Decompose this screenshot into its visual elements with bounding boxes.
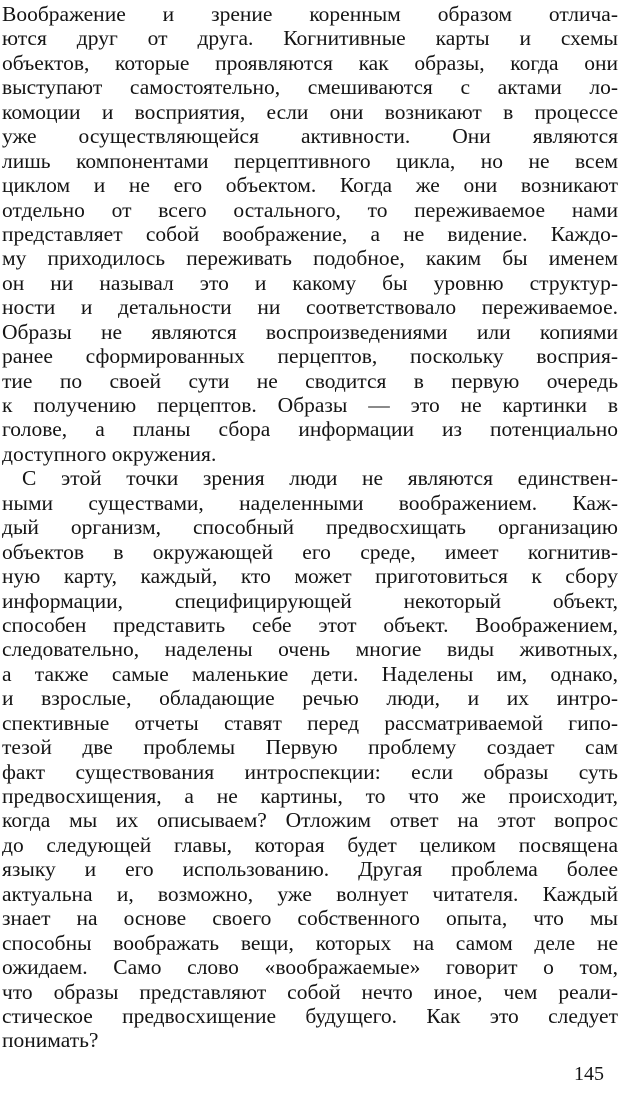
text-line: способны воображать вещи, которых на самом деле не xyxy=(2,930,618,955)
text-line: тезой две проблемы Первую проблему создает сам xyxy=(2,735,618,760)
text-line: ности и детальности ни соответствовало переживаемое. xyxy=(2,295,618,320)
page-number: 145 xyxy=(574,1063,604,1085)
text-line: уже осуществляющейся активности. Они являются xyxy=(2,124,618,149)
text-line: циклом и не его объектом. Когда же они возникают xyxy=(2,173,618,198)
text-line: му приходилось переживать подобное, каким бы именем xyxy=(2,246,618,271)
text-line: что образы представляют собой нечто иное, чем реали- xyxy=(2,979,618,1004)
text-line: ными существами, наделенными воображением. Каж- xyxy=(2,490,618,515)
text-line: знает на основе своего собственного опыта, что мы xyxy=(2,906,618,931)
text-line: до следующей главы, которая будет целиком посвящена xyxy=(2,832,618,857)
text-line: способен представить себе этот объект. Воображением, xyxy=(2,612,618,637)
text-line: факт существования интроспекции: если образы суть xyxy=(2,759,618,784)
text-line: к получению перцептов. Образы — это не картинки в xyxy=(2,393,618,417)
text-line: представляет собой воображение, а не видение. Каждо- xyxy=(2,221,618,246)
text-line: и взрослые, обладающие речью люди, и их интро- xyxy=(2,686,618,711)
text-line: комоции и восприятия, если они возникают в процессе xyxy=(2,99,618,124)
text-line: предвосхищения, а не картины, то что же происходит, xyxy=(2,784,618,808)
text-line: С этой точки зрения люди не являются единствен- xyxy=(22,466,618,491)
text-line: Образы не являются воспроизведениями или копиями xyxy=(2,319,618,344)
text-line: стическое предвосхищение будущего. Как это следует xyxy=(2,1003,618,1028)
text-line: дый организм, способный предвосхищать организацию xyxy=(2,515,618,540)
text-line: актуальна и, возможно, уже волнует читателя. Каждый xyxy=(2,881,618,906)
text-line: выступают самостоятельно, смешиваются с актами ло- xyxy=(2,75,618,100)
text-line: доступного окружения. xyxy=(2,441,217,466)
paragraph-2 xyxy=(2,466,618,1053)
text-line: понимать? xyxy=(2,1028,99,1053)
text-line: ожидаем. Само слово «воображаемые» говорит о том, xyxy=(2,955,618,980)
text-line: отдельно от всего остального, то переживаемое нами xyxy=(2,197,618,222)
text-line: лишь компонентами перцептивного цикла, но не всем xyxy=(2,148,618,173)
text-line: ную карту, каждый, кто может приготовиться к сбору xyxy=(2,564,618,589)
text-line: объектов в окружающей его среде, имеет когнитив- xyxy=(2,539,618,564)
text-line: а также самые маленькие дети. Наделены им, однако, xyxy=(2,661,618,686)
paragraph-1 xyxy=(2,2,618,466)
text-line: спективные отчеты ставят перед рассматриваемой гипо- xyxy=(2,710,618,735)
text-line: он ни называл это и какому бы уровню структур- xyxy=(2,270,618,295)
text-line: следовательно, наделены очень многие виды животных, xyxy=(2,637,618,662)
text-line: голове, а планы сбора информации из потенциально xyxy=(2,417,618,442)
text-line: когда мы их описываем? Отложим ответ на этот вопрос xyxy=(2,808,618,833)
body-text xyxy=(2,2,618,1053)
text-line: Воображение и зрение коренным образом отлича- xyxy=(2,2,618,26)
text-line: ются друг от друга. Когнитивные карты и схемы xyxy=(2,26,618,51)
text-line: объектов, которые проявляются как образы, когда они xyxy=(2,50,618,75)
text-line: ранее сформированных перцептов, поскольку восприя- xyxy=(2,344,618,369)
text-line: информации, специфицирующей некоторый объект, xyxy=(2,588,618,613)
text-line: языку и его использованию. Другая проблема более xyxy=(2,857,618,882)
text-line: тие по своей сути не сводится в первую очередь xyxy=(2,368,618,393)
